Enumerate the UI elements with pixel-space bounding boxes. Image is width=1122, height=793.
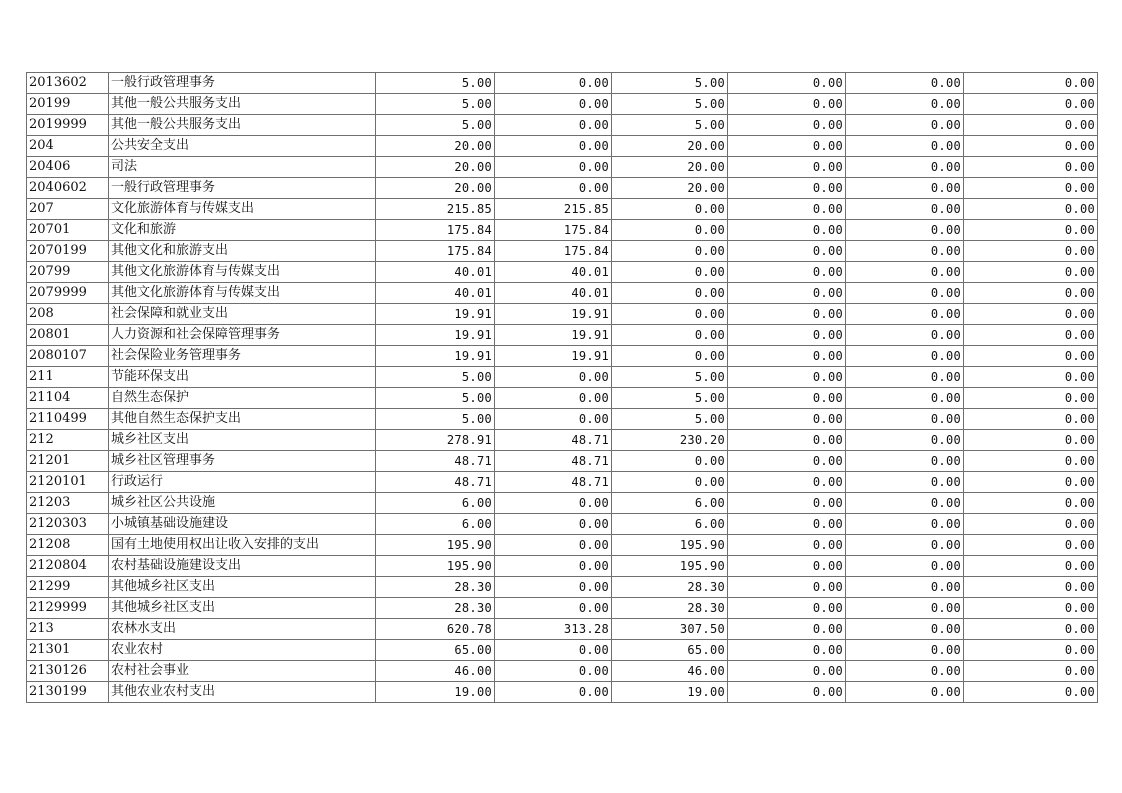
subject-name-cell: 一般行政管理事务 xyxy=(109,178,376,199)
amount-cell: 5.00 xyxy=(612,94,728,115)
table-row xyxy=(27,430,1098,451)
amount-cell: 0.00 xyxy=(964,325,1098,346)
amount-cell: 0.00 xyxy=(728,577,846,598)
amount-cell: 65.00 xyxy=(376,640,495,661)
amount-cell: 0.00 xyxy=(846,598,964,619)
amount-cell: 0.00 xyxy=(964,346,1098,367)
amount-cell: 0.00 xyxy=(612,241,728,262)
amount-cell: 0.00 xyxy=(728,661,846,682)
table-row xyxy=(27,94,1098,115)
subject-code-cell: 21203 xyxy=(27,493,109,514)
table-row xyxy=(27,178,1098,199)
subject-code-cell: 204 xyxy=(27,136,109,157)
amount-cell: 20.00 xyxy=(376,136,495,157)
amount-cell: 20.00 xyxy=(376,178,495,199)
amount-cell: 0.00 xyxy=(964,241,1098,262)
amount-cell: 0.00 xyxy=(846,514,964,535)
amount-cell: 0.00 xyxy=(964,73,1098,94)
amount-cell: 0.00 xyxy=(846,367,964,388)
amount-cell: 0.00 xyxy=(846,388,964,409)
amount-cell: 0.00 xyxy=(846,346,964,367)
subject-name-cell: 其他一般公共服务支出 xyxy=(109,94,376,115)
amount-cell: 0.00 xyxy=(964,388,1098,409)
amount-cell: 0.00 xyxy=(728,94,846,115)
amount-cell: 0.00 xyxy=(964,136,1098,157)
amount-cell: 175.84 xyxy=(376,241,495,262)
amount-cell: 0.00 xyxy=(728,409,846,430)
table-row xyxy=(27,115,1098,136)
amount-cell: 0.00 xyxy=(728,430,846,451)
amount-cell: 313.28 xyxy=(495,619,612,640)
amount-cell: 5.00 xyxy=(612,115,728,136)
amount-cell: 0.00 xyxy=(728,178,846,199)
amount-cell: 0.00 xyxy=(846,199,964,220)
subject-name-cell: 其他一般公共服务支出 xyxy=(109,115,376,136)
amount-cell: 0.00 xyxy=(964,94,1098,115)
amount-cell: 0.00 xyxy=(846,430,964,451)
subject-name-cell: 自然生态保护 xyxy=(109,388,376,409)
amount-cell: 0.00 xyxy=(495,598,612,619)
subject-code-cell: 2019999 xyxy=(27,115,109,136)
amount-cell: 0.00 xyxy=(495,577,612,598)
amount-cell: 19.91 xyxy=(376,346,495,367)
subject-code-cell: 2079999 xyxy=(27,283,109,304)
amount-cell: 0.00 xyxy=(964,619,1098,640)
table-row xyxy=(27,682,1098,703)
amount-cell: 0.00 xyxy=(495,115,612,136)
budget-table xyxy=(26,72,1098,703)
table-row xyxy=(27,157,1098,178)
subject-code-cell: 21301 xyxy=(27,640,109,661)
amount-cell: 175.84 xyxy=(495,220,612,241)
amount-cell: 0.00 xyxy=(728,346,846,367)
amount-cell: 0.00 xyxy=(728,304,846,325)
amount-cell: 5.00 xyxy=(376,94,495,115)
subject-name-cell: 农林水支出 xyxy=(109,619,376,640)
subject-code-cell: 21201 xyxy=(27,451,109,472)
amount-cell: 19.00 xyxy=(376,682,495,703)
subject-name-cell: 其他文化旅游体育与传媒支出 xyxy=(109,283,376,304)
subject-name-cell: 其他城乡社区支出 xyxy=(109,598,376,619)
amount-cell: 5.00 xyxy=(612,388,728,409)
amount-cell: 0.00 xyxy=(495,73,612,94)
subject-code-cell: 2130199 xyxy=(27,682,109,703)
amount-cell: 0.00 xyxy=(728,157,846,178)
amount-cell: 0.00 xyxy=(728,388,846,409)
amount-cell: 0.00 xyxy=(612,472,728,493)
amount-cell: 0.00 xyxy=(728,220,846,241)
table-row xyxy=(27,220,1098,241)
amount-cell: 0.00 xyxy=(612,262,728,283)
subject-name-cell: 农业农村 xyxy=(109,640,376,661)
subject-code-cell: 2120101 xyxy=(27,472,109,493)
table-row xyxy=(27,388,1098,409)
amount-cell: 5.00 xyxy=(612,73,728,94)
table-row xyxy=(27,577,1098,598)
amount-cell: 0.00 xyxy=(612,346,728,367)
subject-name-cell: 司法 xyxy=(109,157,376,178)
table-row xyxy=(27,283,1098,304)
amount-cell: 0.00 xyxy=(846,409,964,430)
amount-cell: 40.01 xyxy=(495,262,612,283)
table-row xyxy=(27,367,1098,388)
subject-name-cell: 文化旅游体育与传媒支出 xyxy=(109,199,376,220)
amount-cell: 0.00 xyxy=(964,556,1098,577)
amount-cell: 0.00 xyxy=(846,178,964,199)
amount-cell: 6.00 xyxy=(612,514,728,535)
amount-cell: 0.00 xyxy=(728,640,846,661)
amount-cell: 0.00 xyxy=(964,430,1098,451)
subject-name-cell: 城乡社区公共设施 xyxy=(109,493,376,514)
amount-cell: 175.84 xyxy=(495,241,612,262)
amount-cell: 0.00 xyxy=(964,472,1098,493)
amount-cell: 230.20 xyxy=(612,430,728,451)
amount-cell: 0.00 xyxy=(964,304,1098,325)
amount-cell: 0.00 xyxy=(495,556,612,577)
amount-cell: 0.00 xyxy=(846,682,964,703)
subject-code-cell: 213 xyxy=(27,619,109,640)
amount-cell: 0.00 xyxy=(728,514,846,535)
subject-name-cell: 农村基础设施建设支出 xyxy=(109,556,376,577)
amount-cell: 0.00 xyxy=(846,220,964,241)
amount-cell: 195.90 xyxy=(612,535,728,556)
amount-cell: 0.00 xyxy=(728,493,846,514)
amount-cell: 65.00 xyxy=(612,640,728,661)
amount-cell: 28.30 xyxy=(612,577,728,598)
table-row xyxy=(27,136,1098,157)
subject-name-cell: 人力资源和社会保障管理事务 xyxy=(109,325,376,346)
subject-name-cell: 小城镇基础设施建设 xyxy=(109,514,376,535)
table-row xyxy=(27,262,1098,283)
subject-code-cell: 211 xyxy=(27,367,109,388)
amount-cell: 0.00 xyxy=(846,577,964,598)
subject-name-cell: 其他农业农村支出 xyxy=(109,682,376,703)
amount-cell: 0.00 xyxy=(846,619,964,640)
amount-cell: 0.00 xyxy=(728,199,846,220)
table-row xyxy=(27,661,1098,682)
amount-cell: 0.00 xyxy=(964,157,1098,178)
table-row xyxy=(27,472,1098,493)
amount-cell: 0.00 xyxy=(846,115,964,136)
subject-name-cell: 一般行政管理事务 xyxy=(109,73,376,94)
amount-cell: 5.00 xyxy=(376,73,495,94)
amount-cell: 6.00 xyxy=(376,514,495,535)
subject-code-cell: 2070199 xyxy=(27,241,109,262)
amount-cell: 0.00 xyxy=(495,178,612,199)
amount-cell: 6.00 xyxy=(612,493,728,514)
table-row xyxy=(27,304,1098,325)
subject-name-cell: 国有土地使用权出让收入安排的支出 xyxy=(109,535,376,556)
amount-cell: 215.85 xyxy=(495,199,612,220)
amount-cell: 0.00 xyxy=(846,535,964,556)
amount-cell: 0.00 xyxy=(728,556,846,577)
amount-cell: 0.00 xyxy=(846,304,964,325)
subject-code-cell: 2120804 xyxy=(27,556,109,577)
amount-cell: 0.00 xyxy=(964,661,1098,682)
subject-code-cell: 2040602 xyxy=(27,178,109,199)
subject-code-cell: 20799 xyxy=(27,262,109,283)
amount-cell: 0.00 xyxy=(846,640,964,661)
amount-cell: 195.90 xyxy=(376,556,495,577)
amount-cell: 0.00 xyxy=(495,94,612,115)
amount-cell: 0.00 xyxy=(846,94,964,115)
amount-cell: 0.00 xyxy=(728,115,846,136)
subject-code-cell: 20801 xyxy=(27,325,109,346)
table-row xyxy=(27,451,1098,472)
amount-cell: 28.30 xyxy=(376,598,495,619)
subject-code-cell: 2080107 xyxy=(27,346,109,367)
amount-cell: 19.91 xyxy=(376,325,495,346)
amount-cell: 0.00 xyxy=(846,241,964,262)
subject-name-cell: 文化和旅游 xyxy=(109,220,376,241)
subject-name-cell: 社会保险业务管理事务 xyxy=(109,346,376,367)
amount-cell: 195.90 xyxy=(376,535,495,556)
amount-cell: 0.00 xyxy=(964,577,1098,598)
subject-code-cell: 21299 xyxy=(27,577,109,598)
amount-cell: 0.00 xyxy=(964,640,1098,661)
amount-cell: 46.00 xyxy=(612,661,728,682)
amount-cell: 5.00 xyxy=(376,115,495,136)
subject-name-cell: 其他自然生态保护支出 xyxy=(109,409,376,430)
amount-cell: 0.00 xyxy=(728,535,846,556)
amount-cell: 0.00 xyxy=(728,598,846,619)
amount-cell: 5.00 xyxy=(376,367,495,388)
table-row xyxy=(27,619,1098,640)
amount-cell: 0.00 xyxy=(495,535,612,556)
amount-cell: 0.00 xyxy=(964,262,1098,283)
amount-cell: 0.00 xyxy=(612,325,728,346)
amount-cell: 0.00 xyxy=(728,283,846,304)
amount-cell: 0.00 xyxy=(846,283,964,304)
table-row xyxy=(27,535,1098,556)
amount-cell: 40.01 xyxy=(376,283,495,304)
amount-cell: 0.00 xyxy=(495,157,612,178)
subject-code-cell: 208 xyxy=(27,304,109,325)
amount-cell: 0.00 xyxy=(495,682,612,703)
amount-cell: 28.30 xyxy=(376,577,495,598)
amount-cell: 0.00 xyxy=(964,220,1098,241)
amount-cell: 0.00 xyxy=(728,682,846,703)
amount-cell: 20.00 xyxy=(376,157,495,178)
amount-cell: 0.00 xyxy=(728,325,846,346)
amount-cell: 19.91 xyxy=(376,304,495,325)
amount-cell: 48.71 xyxy=(376,472,495,493)
subject-name-cell: 农村社会事业 xyxy=(109,661,376,682)
amount-cell: 0.00 xyxy=(612,304,728,325)
subject-code-cell: 21104 xyxy=(27,388,109,409)
amount-cell: 0.00 xyxy=(495,661,612,682)
amount-cell: 19.91 xyxy=(495,325,612,346)
table-row xyxy=(27,514,1098,535)
subject-code-cell: 2110499 xyxy=(27,409,109,430)
amount-cell: 0.00 xyxy=(846,556,964,577)
amount-cell: 0.00 xyxy=(495,514,612,535)
amount-cell: 0.00 xyxy=(728,73,846,94)
amount-cell: 0.00 xyxy=(495,367,612,388)
amount-cell: 40.01 xyxy=(495,283,612,304)
table-row xyxy=(27,346,1098,367)
subject-name-cell: 公共安全支出 xyxy=(109,136,376,157)
amount-cell: 6.00 xyxy=(376,493,495,514)
amount-cell: 40.01 xyxy=(376,262,495,283)
amount-cell: 0.00 xyxy=(846,262,964,283)
subject-code-cell: 2129999 xyxy=(27,598,109,619)
amount-cell: 0.00 xyxy=(964,451,1098,472)
amount-cell: 0.00 xyxy=(846,472,964,493)
amount-cell: 0.00 xyxy=(964,409,1098,430)
amount-cell: 0.00 xyxy=(964,178,1098,199)
subject-code-cell: 2130126 xyxy=(27,661,109,682)
amount-cell: 19.91 xyxy=(495,346,612,367)
amount-cell: 19.91 xyxy=(495,304,612,325)
amount-cell: 0.00 xyxy=(964,493,1098,514)
amount-cell: 0.00 xyxy=(728,472,846,493)
table-row xyxy=(27,640,1098,661)
subject-code-cell: 20199 xyxy=(27,94,109,115)
subject-code-cell: 212 xyxy=(27,430,109,451)
amount-cell: 48.71 xyxy=(376,451,495,472)
amount-cell: 20.00 xyxy=(612,136,728,157)
amount-cell: 175.84 xyxy=(376,220,495,241)
subject-code-cell: 20701 xyxy=(27,220,109,241)
amount-cell: 0.00 xyxy=(495,388,612,409)
table-row xyxy=(27,409,1098,430)
amount-cell: 0.00 xyxy=(964,199,1098,220)
table-row xyxy=(27,556,1098,577)
amount-cell: 0.00 xyxy=(495,409,612,430)
amount-cell: 5.00 xyxy=(612,367,728,388)
table-row xyxy=(27,598,1098,619)
amount-cell: 0.00 xyxy=(612,283,728,304)
table-row xyxy=(27,73,1098,94)
amount-cell: 0.00 xyxy=(612,451,728,472)
amount-cell: 0.00 xyxy=(846,136,964,157)
amount-cell: 0.00 xyxy=(964,535,1098,556)
amount-cell: 0.00 xyxy=(846,73,964,94)
subject-name-cell: 城乡社区支出 xyxy=(109,430,376,451)
amount-cell: 28.30 xyxy=(612,598,728,619)
amount-cell: 0.00 xyxy=(846,451,964,472)
amount-cell: 20.00 xyxy=(612,157,728,178)
amount-cell: 0.00 xyxy=(846,325,964,346)
amount-cell: 0.00 xyxy=(728,367,846,388)
amount-cell: 0.00 xyxy=(728,136,846,157)
amount-cell: 0.00 xyxy=(728,619,846,640)
subject-name-cell: 其他文化旅游体育与传媒支出 xyxy=(109,262,376,283)
amount-cell: 0.00 xyxy=(964,283,1098,304)
amount-cell: 0.00 xyxy=(612,199,728,220)
subject-name-cell: 行政运行 xyxy=(109,472,376,493)
amount-cell: 0.00 xyxy=(964,115,1098,136)
subject-code-cell: 2013602 xyxy=(27,73,109,94)
amount-cell: 0.00 xyxy=(728,451,846,472)
amount-cell: 0.00 xyxy=(728,241,846,262)
amount-cell: 0.00 xyxy=(964,682,1098,703)
amount-cell: 19.00 xyxy=(612,682,728,703)
amount-cell: 0.00 xyxy=(964,514,1098,535)
amount-cell: 215.85 xyxy=(376,199,495,220)
table-body xyxy=(27,73,1098,703)
amount-cell: 0.00 xyxy=(964,598,1098,619)
table-row xyxy=(27,325,1098,346)
subject-code-cell: 207 xyxy=(27,199,109,220)
table-row xyxy=(27,199,1098,220)
amount-cell: 0.00 xyxy=(846,493,964,514)
amount-cell: 0.00 xyxy=(495,136,612,157)
table-row xyxy=(27,493,1098,514)
amount-cell: 0.00 xyxy=(728,262,846,283)
subject-name-cell: 其他文化和旅游支出 xyxy=(109,241,376,262)
amount-cell: 0.00 xyxy=(495,493,612,514)
subject-code-cell: 2120303 xyxy=(27,514,109,535)
amount-cell: 46.00 xyxy=(376,661,495,682)
amount-cell: 48.71 xyxy=(495,430,612,451)
table-row xyxy=(27,241,1098,262)
amount-cell: 278.91 xyxy=(376,430,495,451)
amount-cell: 0.00 xyxy=(846,157,964,178)
amount-cell: 48.71 xyxy=(495,451,612,472)
subject-name-cell: 社会保障和就业支出 xyxy=(109,304,376,325)
amount-cell: 48.71 xyxy=(495,472,612,493)
amount-cell: 195.90 xyxy=(612,556,728,577)
amount-cell: 0.00 xyxy=(846,661,964,682)
subject-name-cell: 城乡社区管理事务 xyxy=(109,451,376,472)
amount-cell: 5.00 xyxy=(376,388,495,409)
subject-name-cell: 其他城乡社区支出 xyxy=(109,577,376,598)
subject-name-cell: 节能环保支出 xyxy=(109,367,376,388)
amount-cell: 20.00 xyxy=(612,178,728,199)
amount-cell: 5.00 xyxy=(612,409,728,430)
amount-cell: 307.50 xyxy=(612,619,728,640)
amount-cell: 620.78 xyxy=(376,619,495,640)
subject-code-cell: 20406 xyxy=(27,157,109,178)
amount-cell: 0.00 xyxy=(964,367,1098,388)
amount-cell: 0.00 xyxy=(495,640,612,661)
subject-code-cell: 21208 xyxy=(27,535,109,556)
amount-cell: 5.00 xyxy=(376,409,495,430)
amount-cell: 0.00 xyxy=(612,220,728,241)
